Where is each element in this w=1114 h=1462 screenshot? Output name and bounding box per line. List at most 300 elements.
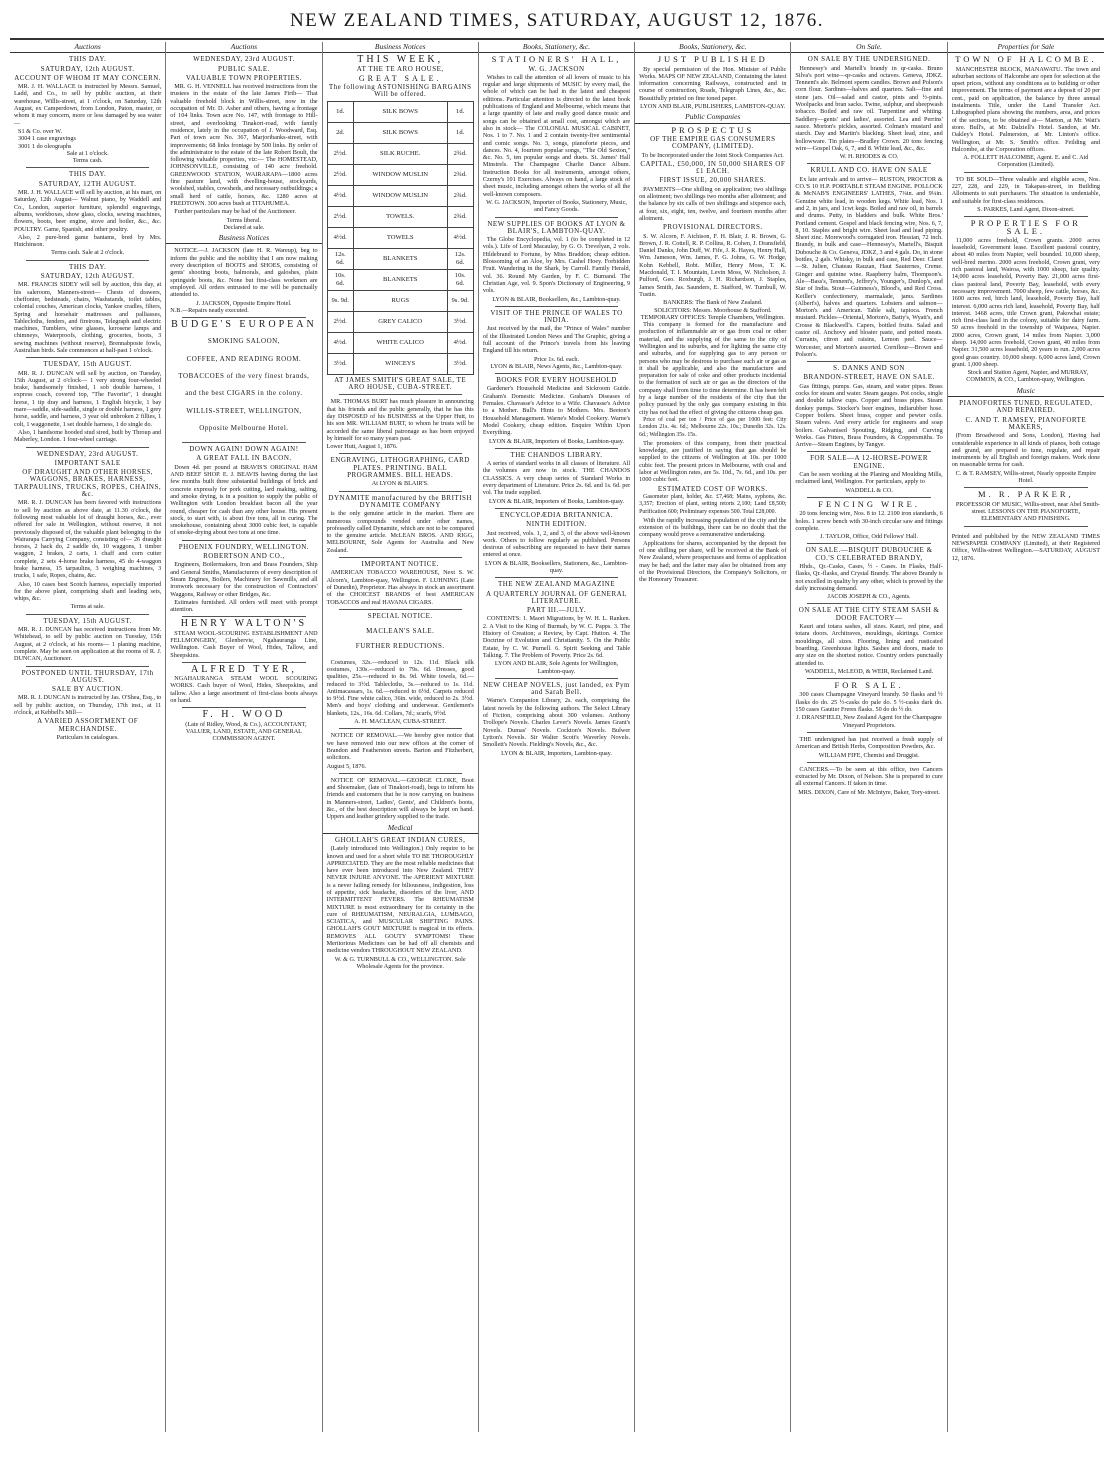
ad-body: Engineers, Boilermakers, Iron and Brass Founders, Ship and General Smiths, Manufacturers of every description of Steam Engines, Boilers, Machinery for Sawmills, and all ironwork necessary for the construction of Contractors' Waggons, Railway or other Bridges, &c. [170,561,318,598]
price-left: 4½d. [327,332,353,353]
price-right: 2¾d. [447,164,473,185]
ad-new-novels [483,682,630,757]
ad-fife [795,736,942,759]
ad-signature: WADDELL, McLEOD, & WEIR, Reclaimed Land. [804,667,934,675]
ad-body: Can be seen working at the Planing and Moulding Mills, reclaimed land, Wellington. For particulars, apply to [795,471,943,486]
price-left: 4½d. [327,227,353,248]
ad-dynamite [327,495,474,554]
separator [26,447,149,448]
ad-subtitle: PART III.—JULY. [527,606,586,615]
ad-signature: LYON & BLAIR, Importers of Books, Lambton-quay. [489,497,624,505]
separator [807,678,930,679]
ad-line: WILLIS-STREET, WELLINGTON, [186,406,302,415]
ad-title: BOOKS FOR EVERY HOUSEHOLD [496,376,617,385]
ad-line: TOBACCOES of the very finest brands, [178,371,310,380]
separator [182,317,305,318]
ad-subtitle: A GREAT FALL IN BACON. [196,454,292,463]
ad-duncan-planing [14,618,161,663]
directors-heading: PROVISIONAL DIRECTORS. [662,223,763,232]
separator [495,306,618,307]
separator [495,373,618,374]
ad-body: The Globe Encyclopedia, vol. 1 (to be completed in 12 vols.). Life of Lord Macaulay, by G. O. Trevelyan, 2 vols. Hildebrand to Fortune, by Miss Braddon; cheap edition. Blossoming of an Aloe, by Mrs. Cashel Hoey. Forbidden Fruit. Wandering in the Shark, by Carroll. Family Herald, vol. 36. Round My Garden, by F. C. Burnand. The Christian Age, vol. 9. Spon's Dictionary of Engineering, 9 vols. [482,236,631,295]
ad-subtitle: OF THE EMPIRE GAS CONSUMERS COMPANY, (LIMITED). [650,134,776,151]
ad-body: THE undersigned has just received a fresh supply of American and British Herbs, Composition Powders, &c. [795,735,943,751]
ad-terms: Declared at sale. [223,223,265,231]
ad-engraving [327,457,474,487]
ad-body: Just received by the mail, the "Prince of Wales" number of the Illustrated London News and The Graphic, giving a full account of the Prince's travels from his leaving England till his return. [482,325,631,355]
ad-budge-saloon [170,321,317,432]
ad-removal [327,732,474,769]
separator [182,442,305,443]
ad-body: This company is formed for the manufacture and production of inflammable air or gas from coal or other material, and the supplying of the same to the city of Wellington and its suburbs, and for lighting the same city and suburbs, and for supplying gas to any person or persons who may be desirous to purchase such air or gas as it shall be applicable, and also the manufacture and preparation for sale of coke and other products incidental to the formation of such air or gas as the directors of the company shall from time to time determine. It has been felt by a large number of the residents of the city that the policy pursued by the only gas company existing in this city has not had the effect of giving the citizens cheap gas. [639,321,787,416]
separator [339,609,462,610]
ad-signature: J. TAYLOR, Office, Odd Fellows' Hall. [820,533,919,541]
price-row [327,353,473,374]
ad-body: (Late of Ridley, Wood, & Co.), ACCOUNTANT, VALUER, LAND, ESTATE, AND GENERAL COMMISSION AGENT. [185,720,307,743]
item-name: RUGS [353,290,447,311]
column-header: Auctions [166,42,321,53]
ad-signature: W. & G. TURNBULL & CO., WELLINGTON. Sole Wholesale Agents for the province. [334,955,466,970]
ad-body: is the only genuine article in the market. There are numerous compounds vended under other names, professedly called Dynamite, which are not to be compared to the genuine article. McLEAN BROS. AND RIGG, MELBOURNE, Sole Agents for Australia and New Zealand. [326,510,474,554]
ad-cloke [327,777,474,821]
separator [964,172,1088,173]
ad-body: Down 4d. per pound at BRAVIS'S ORIGINAL HAM AND BEEF SHOP. E. J. BEAVIS having during the last few months built three substantial buildings of brick and concrete expressly for pork cutting, lard making, salting, and smoke drying, is in a position to supply the public of Wellington with London breakfast bacon all the year round, cheaper for cash than any other house. His present stock, to start with, is about five tons, all in curing. The smokehouse, containing about 3000 cubic feet, is capable of smoke-drying about two tons at one time. [170,463,318,537]
column-auctions-1 [10,42,166,1432]
ad-title: ENGRAVING, LITHOGRAPHING, CARD PLATES. PRINTING. BALL PROGRAMMES. BILL HEADS. [330,456,470,480]
ad-subtitle: GREAT SALE. [358,73,442,83]
price-row [327,332,473,353]
ad-body: CANCERS.—To be seen at this office, two Cancers extracted by Mr. Dixon, of Nelson. She is prepared to cure all external Cancers. If taken in time. [795,765,943,788]
ad-body: (Lately introduced into Wellington.) Only require to be known and used for a short while TO BE THOROUGHLY APPRECIATED. They are the most reliable medicines that have ever been introduced into New Zealand. THEY NEVER INJURE ANYONE. The APERIENT MIXTURE is a never failing remedy for biliousness, indigestion, loss of appetite, sick headache, disorders of the liver, AND INTERMITTENT FEVERS. The RHEUMATISM MIXTURE is most extraordinary for its certainty in the cure of RHEUMATISM, NEURALGIA, LUMBAGO, SCIATICA, and MUSCULAR SHIFTING PAINS. GHOLLAH'S GOUT MIXTURE is magical in its effects. REMOVES ALL GOUTY SYMPTOMS! These Meritorious Medicines can be had off all chemists and medicine vendors THROUGHOUT NEW ZEALAND. [326,845,474,955]
ad-title: STATIONERS' HALL, [491,54,622,65]
item-name: WINDOW MUSLIN [353,164,447,185]
separator [807,543,930,544]
ad-subtitle: OF DRAUGHT AND OTHER HORSES, WAGGONS, BRAKES, HARNESS, TARPAULINS, TRUCKS, ROPES, CHAINS, &c. [14,468,162,499]
ad-body: Wishes to call the attention of all lovers of music to his regular and large shipments of MUSIC by every mail, the whole of which can be had in the latest and cheapest editions. Particular attention is directed to the latest book publications of England and Melbourne, which means that a large quantity of late and really good dance music and songs can be obtained at small cost, amongst which are also in stock— The COLONIAL MUSICAL CABINET, Nos. 1 to 7. No. 1 and 2 contain twenty-five sentimental and comic songs. No. 3, songs, pianoforte pieces, and dances. No. 4, fourteen popular songs, "The Old Sexton," &c. No. 5, ten popular songs and duets. St. James' Hall Minstrels. The Champagne Charlie Dance Album. Instruction Books for all instruments, amongst others, Czerny's 101 Exercises. Always on hand, a large stock of sheet music, including amongst others the works of all the well-known composers. [482,73,631,198]
ad-sash-factory [795,607,942,675]
item-name: BLANKETS [353,248,447,269]
ad-walton [170,620,317,658]
ad-body: Hhds., Qr.-Casks, Cases, ½ - Cases. In Flasks, Half-flasks, Qr.-flasks, and Crystal Brandy. The above Brandy is not excelled in quality by any other, which is proved by the daily increasing demand. [795,563,943,592]
price-right: 2¾d. [447,143,473,164]
ad-terms: Terms liberal. [226,216,262,224]
ad-body: PROFESSOR OF MUSIC, Willis-street, near Abel Smith-street. LESSONS ON THE PIANOFORTE, ELEMENTARY AND FINISHING. [955,500,1100,523]
separator [182,616,305,617]
ad-title: THE CHANDOS LIBRARY. [510,450,603,459]
price-left: 2½d. [327,143,353,164]
ad-date-line: SATURDAY, 12th AUGUST. [40,272,135,281]
ad-tobacco [327,561,474,606]
ad-body: CONTENTS: 1. Maori Migrations, by W. H. L. Ranken. 2. A Visit to the King of Burmah, by W. C. Papps. 3. The History of Creation; a Review, by Capt. Hutton. 4. The Doctrine of Evolution and Christianity. 5. On the Public Estate, by C. W. Purnell. 6. Spirit Seeking and Table Talking. 7. The Problem of Poverty. Price 2s. 6d. [482,615,631,659]
item-name: GREY CALICO [353,311,447,332]
separator [495,448,618,449]
ad-body: STEAM WOOL-SCOURING ESTABLISHMENT AND FELLMONGERY, Glenbervie, Ngahauranga Line, Wellington. Cash Buyer of Wool, Hides, Tallow, and Sheepskins. [170,629,318,659]
ad-date: TUESDAY, 15th AUGUST. [43,616,132,625]
ad-signature: JACOB JOSEPH & CO., Agents. [827,593,911,601]
ad-beavis-bacon [170,446,317,537]
ad-title: ACCOUNT OF WHOM IT MAY CONCERN. [14,73,162,82]
ad-title: THIS WEEK, [357,54,444,66]
ad-tail: Further particulars may be had of the Auctioneer. [174,208,296,216]
price-table [327,101,474,375]
ad-body: Hennessy's and Martell's brandy in qr-casks. Bruno Silva's port wine—qr-casks and octaves. Geneva, JDKZ. Tennent's ale. Belmont sperm candles. Brown and Polson's corn flour. Sardines—halves and quarters. Salt—fine and stone jars. Oil—salad and castor, pints and ½-pints. Woolpacks and bran sacks. Twine, sulphur, and sheepwash tobacco. Boiled and raw oil. Turpentine and whiting. Saddlery—gents' and ladies', assorted. Lea and Perrins' sauce. Morton's pickles, assorted. Colman's mustard and starch. Day and Martin's blacking. Sheet lead, zinc, and hollowware. Tin plates—Bradley Crown. 20 tons fencing wire—Gospel Oak, 6, 7, and 8. White lead, &c., &c. [795,64,943,152]
ad-body: By special permission of the Hon. Minister of Public Works. MAPS OF NEW ZEALAND, Containing the latest information concerning Railways, constructed and in course of construction, Roads, Telegraph Lines, &c., &c. Beautifully printed on fine toned paper. [639,65,787,102]
ad-signature: Lower Hutt, August 1, 1876. [326,443,398,451]
price-right: 2¾d. [447,185,473,206]
ad-subtitle: SALE BY AUCTION. [51,685,124,694]
ad-title: BUDGE'S EUROPEAN [171,319,317,331]
ad-footer: AT JAMES SMITH'S GREAT SALE, TE ARO HOUSE, CUBA-STREET. [334,375,467,392]
ad-body: Warne's Companion Library, 2s. each, comprising the latest novels by the following authors. The Select Library of Fiction, comprising about 300 volumes. Anthony Trollope's Novels. Charles Lever's Novels. James Grant's Novels. Dumas' Novels. Cockton's Novels. Bulwer Lytton's Novels. Sir Walter Scott's Waverley Novels. Smollett's Novels. Fielding's Novels, &c., &c. [482,697,631,749]
ad-body: MR. FRANCIS SIDEY will sell by auction, this day, at his saleroom, Manners-street— Chests of drawers, cheffonier, bedsteads, chairs, Washstands, toilet tables, colonial couches, American clocks, Yankee cradles, filters, Spring and horsehair mattresses and palliasses, Tablecloths, fenders, and fireirons, Telegraph and electric machines, Tumblers, wine glasses, kerosene lamps and chimneys, Waterproofs, clothing, groceries, boots, 3 sewing machines (without reserve), Brennabposte fowls, Australian birds. Sale commences at half-past 1 o'clock. [14,281,162,354]
ad-halcombe [952,56,1100,168]
ad-body: NOTICE OF REMOVAL.—GEORGE CLOKE, Boot and Shoemaker, (late of Tinakori-road), begs to inform his friends and customers that he is now carrying on business in Manners-street, Ladies', Gents', and Children's boots, &c., of the best description will always be kept on hand. Uppers and leather grindery supplied to the trade. [326,776,474,821]
ad-title: ON SALE AT THE CITY STEAM SASH & DOOR FACTORY— [798,606,940,622]
item-name: TOWELS [353,227,447,248]
price-right: 1d. [447,122,473,143]
ad-stationers-hall [483,56,630,213]
separator [339,394,462,395]
price-right: 3½d. [447,311,473,332]
section-header: Public Companies [635,112,790,123]
ad-signature: LYON & BLAIR, Booksellers, Stationers, &c., Lambton-quay. [485,559,628,574]
ad-body: MR. THOMAS BURT has much pleasure in announcing that his friends and the public generally, that he has this day DISPOSED of his BUSINESS at the Upper Hutt, to his son MR. WILLIAM BURT, to whom he trusts will be accorded the same liberal patronage as has been enjoyed by himself for so many years past. [326,398,474,442]
ad-date: THIS DAY. [69,262,107,271]
ad-vennell [170,56,317,231]
ad-subtitle: MACLEAN'S SALE. [366,627,435,636]
ad-sidey [14,264,161,355]
ad-phoenix-foundry [170,544,317,614]
column-business-notices [323,42,479,1432]
price-right: 2¾d. [447,206,473,227]
publisher-imprint: Printed and published by the NEW ZEALAND TIMES NEWSPAPER COMPANY (Limited), at their Registered Office, Willis-street Wellington.—SATURDAY, AUGUST 12, 1876. [951,532,1100,562]
price-left: 12s. 6d. [327,248,353,269]
column-header: Business Notices [323,42,478,53]
ad-cancers [795,766,942,796]
ad-subtitle: A VARIED ASSORTMENT OF MERCHANDISE. [37,717,139,733]
ad-body: Just received, vols. 1, 2, and 3, of the above well-known work. Others to follow regularly as published. Persons desirous of subscribing are requested to have their names entered at once. [482,529,631,559]
separator [339,453,462,454]
ad-title: ON SALE.—BISQUIT DUBOUCHE & CO.'S CELEBRATED BRANDY, [805,546,933,562]
price-left: 3½d. [327,353,353,374]
ad-signature: LYON & BLAIR, Importers, Lambton-quay. [501,749,612,757]
ad-title: HENRY WALTON'S [180,618,308,630]
column-on-sale [791,42,947,1432]
price-row [327,290,473,311]
ad-title: NEW CHEAP NOVELS, just landed, ex Pym and Sarah Bell. [483,680,630,697]
ad-duncan-brake [14,361,161,443]
ad-line: Opposite Melbourne Hotel. [199,423,289,432]
ad-terms: Particulars in catalogues. [56,733,119,741]
ad-note: N.B.—Repairs neatly executed. [170,306,249,314]
column-header: Auctions [10,42,165,53]
ad-date: THIS DAY. [69,55,107,64]
lot-line: 3004 1 case engravings [18,135,76,143]
ad-tyer [170,663,318,705]
ad-subtitle: To be Incorporated under the Joint Stock Companies Act. [641,151,784,159]
column-header: Books, Stationery, &c. [635,42,790,53]
item-name: WHITE CALICO [353,332,447,353]
ad-title: ALFRED TYER, [191,663,297,675]
ad-capital: CAPITAL, £50,000, IN 50,000 SHARES OF £1 EACH. [640,159,786,176]
ad-body: 300 cases Champagne Vineyard brandy. 50 flasks and ½ flasks do do. 25 ½-casks do pale do. 5 ½-casks dark do. 150 cases Gautier Freres flasks. 50 do do ½ do. [795,691,943,714]
ad-jackson-boots [170,247,317,314]
ad-title: IMPORTANT SALE [54,458,121,467]
ad-just-published [639,56,786,110]
section-header: Medical [323,823,478,834]
ad-title: DYNAMITE manufactured by the BRITISH DYNAMITE COMPANY [328,493,472,509]
price-right: 1d. [447,101,473,122]
item-name: SILK BOWS [353,122,447,143]
ad-body: Costumes, 32s.—reduced to 12s. 11d. Black silk costumes, 130s.—reduced to 79s. 6d. Dresses, good qualities, 25s.—reduced to 8s. 9d. White towels, 6d.—reduced to 3½d. Tablecloths, 3s.—reduced to 1s. 11d. Antimacassars, 1s. 6d.—reduced to 6½d. Carpets reduced to 9½d. Fine white calico, 36in. wide, reduced to 2s. 3½d. Men's and boys' clothing and underwear. Gentlemen's blankets, 12s., 16s. 6d. Collars, 7d.; scarfs, 9½d. [326,658,474,717]
separator [339,557,462,558]
ad-signature: MRS. DIXON, Care of Mr. McIntyre, Baker, Tory-street. [798,788,940,796]
separator [26,357,149,358]
ad-title: FOR SALE. [834,680,904,691]
price-row [327,185,473,206]
ad-engine-sale [795,455,942,493]
ad-parker-music [952,491,1100,522]
ad-signature: WILLIAM FIFE, Chemist and Druggist. [818,751,920,759]
separator [26,614,149,615]
separator [807,497,930,498]
ad-title: M. R. PARKER, [978,489,1074,500]
ad-signature: LYON AND BLAIR, Sole Agents for Wellington, Lambton-quay. [494,660,619,675]
ad-title: THE NEW ZEALAND MAGAZINE [497,580,616,589]
ad-body: (From Broadwood and Sons, London), Having had considerable experience in all kinds of pianos, both cottage and grand, are prepared to tune, regulate, and repair instruments by all English and foreign makers. Work done on reasonable terms for cash. [951,432,1100,469]
ad-body: Kauri and totara sashes, all sizes. Kauri, red pine, and totara doors. Architraves, mouldings, skirtings. Cornice mouldings, all sizes. Flooring, lining and rusticated boarding. Greenhouse lights. Sashes and doors, made to any size on the shortest notice. Country orders punctually attended to. [795,623,943,667]
ad-signature: WADDELL & CO. [845,486,893,494]
ad-title: ENCYCLOPÆDIA BRITANNICA. [499,510,614,519]
ad-terms: Terms cash. [72,157,103,165]
ad-issue: FIRST ISSUE, 20,000 SHARES. [659,176,767,185]
ad-subtitle: W. G. JACKSON [528,64,585,73]
item-name: WINCEYS [353,353,447,374]
ad-body: PAYMENTS—One shilling on application; two shillings on allotment; two shillings two months after allotment; and the balance by six calls of two shillings and sixpence each, at four, six, eight, ten, twelve, and fourteen months after allotment. [639,185,787,222]
ad-subtitle: NINTH EDITION. [526,520,587,529]
ad-title: S. DANKS AND SON [833,364,905,373]
ad-body: MANCHESTER BLOCK, MANAWATU. The town and suburban sections of Halcombe are open for selection at the upset prices, without any conditions as to building or other improvement. The terms of payment are a deposit of 20 per cent., paid on application, the balance by three annual instalments. Title, under the Land Transfer Act. Lithographed plans showing the numbers, area, and prices of the sections, to be obtained at— Marton, at Mr. Watt's store. Bull's, at Mr. Dalziell's Hotel. Sandon, at Mr. Oakley's Hotel. Palmerston, at Mr. Linton's office. Wellington, at Mr. S. Smith's office. Feilding and Halcombe, at the Corporation offices. [951,65,1100,153]
ad-title: VISIT OF THE PRINCE OF WALES TO INDIA. [490,308,623,325]
ad-krull [795,167,942,358]
ad-ghollah [327,837,474,970]
price-left: 1d. [327,101,353,122]
price-row [327,122,473,143]
item-name: SILK BOWS [353,101,447,122]
ad-title: KRULL AND CO. HAVE ON SALE [810,166,928,175]
ad-household-books [483,377,630,445]
masthead-title: NEW ZEALAND TIMES, SATURDAY, AUGUST 12, 1876. [289,10,825,31]
ad-signature: W. G. JACKSON, Importer of Books, Stationery, Music, and Fancy Goods. [486,198,627,214]
ad-burt [327,398,474,450]
ad-body: Gas fittings, pumps. Gas, steam, and water pipes. Brass cocks for steam and water. Steam gauges. Pot cocks, single and double tallow cups. Copper and brass pipes. Steam donkey pumps. Stocker's beer engines, indiarubber hose. Copper boilers. Sheet brass, copper and pewter coils. Steam valves. And every article for engineers and soap boilers. Galvanised Spouting, Ridging, and Curving Works. Gas Fitters, Brass Founders, & Coppersmiths. To Arrive—Steam Engines, by Tangye. [795,382,943,449]
price-row [327,248,473,269]
ad-line: and the best CIGARS in the colony. [185,389,303,398]
ad-body: Applications for shares, accompanied by the deposit fee of one shilling per share, will be received at the Bank of New Zealand, where prospectuses and forms of application may be had; and the latter may also be obtained from any of the Provisional Directors, the Company's Solicitors, or the Honorary Treasurer. [639,539,787,584]
ad-title: PUBLIC SALE. [217,64,270,73]
ad-signature: LYON & BLAIR, Importers of Books, Lambton-quay. [489,437,624,445]
ad-terms: Terms cash. Sale at 2 o'clock. [51,249,125,257]
price-right: 9s. 9d. [447,290,473,311]
section-header: Music [948,386,1104,397]
ad-subtitle: ROBERTSON AND CO., [203,552,285,561]
ad-date: TUESDAY, 15th AUGUST. [43,360,132,369]
separator [807,451,930,452]
ad-te-aro-sale [327,56,474,391]
separator [807,762,930,763]
ad-signature: LYON & BLAIR, Booksellers, &c., Lambton-quay. [492,295,621,303]
ad-signature: A. H. MACLEAN, CUBA-STREET. [354,718,447,726]
price-left: 4½d. [327,185,353,206]
ad-body: MR. R. J. DUNCAN has received instructions from Mr. Whitehead, to sell by public auction on Tuesday, 15th August, at 2 o'clock, at his rooms— 1 planing machine, complete. May be seen on application at the rooms of R. J. DUNCAN, Auctioneer. [14,626,162,663]
separator [495,577,618,578]
separator [182,662,305,663]
ad-title: IMPORTANT NOTICE. [361,560,439,569]
price-row [327,311,473,332]
separator [964,216,1088,217]
lot-line: 3001 1 do oleographs [18,142,72,150]
separator [182,540,305,541]
ad-subtitle: The following ASTONISHING BARGAINS Will be offered. [328,83,472,99]
separator [807,732,930,733]
ad-signature: August 5, 1876. [326,762,367,770]
ad-signature: LYON & BLAIR, News Agents, &c., Lambton-quay. [490,362,623,370]
ad-body: MR. J. H. WALLACE is instructed by Messrs. Samuel, Ladd, and Co., to sell by public auction, at their warehouse, Willis-street, at 1 o'clock, on Saturday, 12th August, ex Camperdown, from London, Paton, master, or whom it may concern, more or less damaged by sea water— [14,83,162,127]
ad-dransfield [795,682,942,729]
ad-title: GHOLLAH'S GREAT INDIAN CURES, [335,835,466,844]
item-name: TOWELS. [353,206,447,227]
item-name: WINDOW MUSLIN [353,185,447,206]
ad-title: FOR SALE—A 12-HORSE-POWER ENGINE. [810,454,929,470]
ad-subtitle: AT THE TE ARO HOUSE, [356,64,444,73]
ad-subtitle: A QUARTERLY JOURNAL OF GENERAL LITERATURE. [486,589,627,605]
ad-date-line: SATURDAY, 12th AUGUST. [40,64,135,73]
ad-body: MR. R. J. DUNCAN will sell by auction, on Tuesday, 15th August, at 2 o'clock— 1 very strong four-wheeled brake, handsomely finished, 1 sob double harness, 1 express coach, covered top, "The Favorite", 1 draught horse, 1 tip dray and harness, 1 English bicycle, 1 bay mare—saddle, side-saddle, single or double harness, 1 grey horse, saddle, and harness, 3 year old unbroken 2 fillies, 1 colt, 1 waggonette, 1 set double harness, 1 do single do. [14,369,162,428]
ad-body: The promoters of this company, from their practical knowledge, are justified in saying that gas should be supplied to the citizens of Wellington at 10s. per 1000 cubic feet. The present prices in Melbourne, with coal and labor at Wellington rates, are 5s. 10d., 7s. 6d., and 10s. per 1000 cubic feet. [639,439,787,484]
ad-terms: Sale at 1 o'clock. [66,149,109,157]
ad-prince-wales [483,310,630,370]
solicitors: SOLICITORS: Messrs. Moorhouse & Stafford. [654,306,772,314]
price-row [327,269,473,290]
price-row [327,164,473,185]
ad-wood [170,711,317,742]
estimate-costs: Gasometer plant, holder, &c. £7,468; Mains, syphons, &c. 3,357; Erection of plant, setting retorts 2,100; Land £8,500; Purification 600; Preliminary expenses 500. Total £28,000. [639,493,787,515]
column-books-2 [635,42,791,1432]
price-left: 2½d. [327,164,353,185]
ad-body: 20 tons fencing wire, Nos. 8 to 12. 2100 iron standards, 6 holes. 1 screw bench with 30-inch circular saw and fittings complete. [795,510,943,532]
ad-britannica [483,512,630,574]
separator [807,361,930,362]
ad-also: Also, 10 cases best Scotch harness, especially imported for the above plant, comprising shaft and leading sets, whips, &c. [14,580,162,603]
price-comparison: Price of coal per ton / Price of gas per 1000 feet: City London 21s. 4s. 6d.; Melbourne 22s. 10s.; Dunedin 32s. 12s. 6d.; Wellington 35s. 15s. [639,416,787,438]
ad-body: With the rapidly increasing population of the city and the extension of its buildings, there can be no doubt that the company would prove a remunerative undertaking. [639,516,787,539]
item-name: BLANKETS [353,269,447,290]
ad-signature: W. H. RHODES & CO. [839,153,899,161]
ad-title: DOWN AGAIN! DOWN AGAIN! [189,445,299,454]
ad-body: MR. J. H. WALLACE will sell by auction, at his mart, on Saturday, 12th August— Walnut piano, by Waddell and Co., London, superior furniture, splendid engravings, albums, workboxes, show glass, clocks, sewing machines, flowers, boots, beer engine, stove and boiler, &c., &c. POULTRY. Game, Spanish, and other poultry. [14,189,162,233]
separator [182,707,305,708]
separator [964,487,1088,488]
directors-list: S. W. Alcorn, F. Atchison, F. H. Blair, J. R. Brown, G. Brown, J. R. Cottell, R. P. Collins, R. Cohen, J. Dransfield, Daniel Danks, John Duff, W. Fife, J. R. Hayes, Henry Hall, Wm. Jameson, Wm. James, F. G. Johns, G. W. Hodge, Kohn Kebbell, Robt. Miller, Henry Moss, T. K. Macdonald, T. I. Mountain, Levin Moss, W. Nicholson, J. Pulford, Geo. Roxburgh, J. H. Richardson, J. Staples, James Smith, Jas. Saunders, E. Stafford, W. Turnbull, W. Tustin. [639,232,787,298]
ad-title: SPECIAL NOTICE. [367,611,433,620]
ad-empire-gas [639,124,787,584]
ad-date: THIS DAY. [69,170,107,179]
ad-nz-magazine [483,581,630,675]
ad-ramsey-pianos [952,400,1100,484]
column-books-1 [479,42,635,1432]
columns-grid [10,42,1104,1432]
ad-also: Also, 2 pure-bred game bantams, bred by Mrs. Hutchinson. [14,233,162,249]
price-left: 2½d. [327,206,353,227]
ad-signature: A. FOLLETT HALCOMBE, Agent. E. and C. Aid Corporation (Limited). [963,154,1089,169]
ad-body: MR. R. J. DUNCAN has been favored with instructions to sell by auction as above date, at 11.30 o'clock, the following most valuable lot of draught horses, &c., ever offered for sale in Wellington, without reserve, it not previously disposed of, the valuable plant belonging to the Wairarapa Carrying Company, consisting of— 26 draught horses, 2 hack do, 2 saddle do, 10 waggons, 1 timber waggon, 2 brakes, 2 carts, 1 chaff and corn cutter complete, 2 sets 4-horse brake harness, 45 do 4-waggon brake harness, 15 tarpaulins, 3 weighing machines, 3 trucks, 1 safe, Ropes, chains, &c. [14,499,162,580]
ad-body: AMERICAN TOBACCO WAREHOUSE, Next S. W. Alcorn's, Lambton-quay, Wellington. F. LUHNING (Late of Dunedin), Proprietor. Has always in stock an assortment of the CHOICEST BRANDS of best AMERICAN TOBACCOS and real HAVANA CIGARS. [326,569,474,606]
price-left: 9s. 9d. [327,290,353,311]
ad-properties-for-sale [952,220,1100,384]
column-header: Properties for Sale [948,42,1104,53]
ad-terms: Terms at sale. [70,603,105,611]
ad-duncan-horses [14,451,161,611]
ad-signature: J. DRANSFIELD, New Zealand Agent for the Champagne Vineyard Proprietors. [796,714,942,729]
ad-title: F. H. WOOD [202,709,286,721]
ad-title: PHOENIX FOUNDRY, WELLINGTON. [178,542,310,551]
ad-maclean [327,613,474,726]
estimate-heading: ESTIMATED COST OF WORKS. [657,484,768,493]
price-row [327,206,473,227]
ad-subtitle: VALUABLE TOWN PROPERTIES. [185,73,302,82]
ad-to-be-sold [952,176,1100,213]
ad-subtitle: C. AND T. RAMSEY, PIANOFORTE MAKERS, [965,415,1087,431]
ad-title: JUST PUBLISHED [657,54,768,65]
ad-wallace-piano [14,171,161,256]
column-header: On Sale. [791,42,946,53]
ad-wallace-account [14,56,161,164]
separator [339,728,462,729]
ad-subtitle: BRANDON-STREET, HAVE ON SALE. [803,373,935,382]
separator [26,260,149,261]
ad-title: NEW SUPPLIES OF BOOKS AT LYON & BLAIR'S, LAMBTON-QUAY. [487,219,626,235]
ad-rhodes [795,56,942,160]
ad-signature: C. & T. RAMSEY, Willis-street, Nearly opposite Empire Hotel. [955,469,1097,485]
separator [495,217,618,218]
ad-title: PROSPECTUS [671,124,755,135]
ad-signature: Stock and Station Agent, Napier, and MURRAY, COMMON, & CO., Lambton-quay, Wellington. [966,369,1089,384]
price-left: 2d. [327,122,353,143]
ad-chandos [483,452,630,505]
ad-line: SMOKING SALOON, [207,337,280,346]
ad-price: Price 1s. 6d. each. [533,355,579,363]
bankers: BANKERS: The Bank of New Zealand. [663,299,763,307]
ad-title: ON SALE BY THE UNDERSIGNED. [807,55,931,64]
ad-fencing-wire [795,498,943,541]
ad-duncan-postponed [14,670,161,742]
lot-line: S1 & Co. over W. [18,127,63,135]
column-properties [948,42,1104,1432]
separator [807,163,930,164]
separator [964,526,1088,527]
separator [495,508,618,509]
ad-body: Gardener's Household Medicine and Sickroom Guide. Graham's Domestic Medicine. Graham's Diseases of Females. Chavasse's Advice to a Wife. Chavasse's Advice to a Mother. Bull's Hints to Mothers. Mrs. Beeton's Household Management. Warne's Model Cookery. Warne's Model Cookery, cheap edition. Enquire Within Upon Everything. [482,385,631,437]
ad-date-line: SATURDAY, 12TH AUGUST. [38,179,137,188]
price-row [327,143,473,164]
price-row [327,101,473,122]
separator [26,167,149,168]
separator [339,773,462,774]
separator [495,678,618,679]
ad-signature: S. PARKES, Land Agent, Dixon-street. [977,205,1075,213]
ad-body: MR. G. H. VENNELL has received instructions from the trustees in the estate of the late James Firth— That valuable freehold block in Willis-street, now in the occupation of Mr. D. Asher and others, having a frontage of 104 links. Town acre No. 147, with frontage to Hill-street, and overlooking Tinakori-road, with family residence, lately in the occupation of J. Woodward, Esq. Part of town acre No. 367, Marjoribanks-street, with improvements; 68 links frontage by 500 links. By order of the administrator to the estate of the late Robert Boult, the following valuable properties, viz:— The HOMESTEAD, JOHNSONVILLE, consisting of 140 acre freehold. GREENWOOD STATION, WAIRARAPA—1800 acres fine pasture land, with dwelling-house, stockyards, woolshed, stables, cowsheds, and necessary outbuildings; a small herd of cattle, horses, &c. 1280 acres at FREDTOWN. 300 acres bush at TITAHUMEA. [170,83,318,207]
separator [26,666,149,667]
